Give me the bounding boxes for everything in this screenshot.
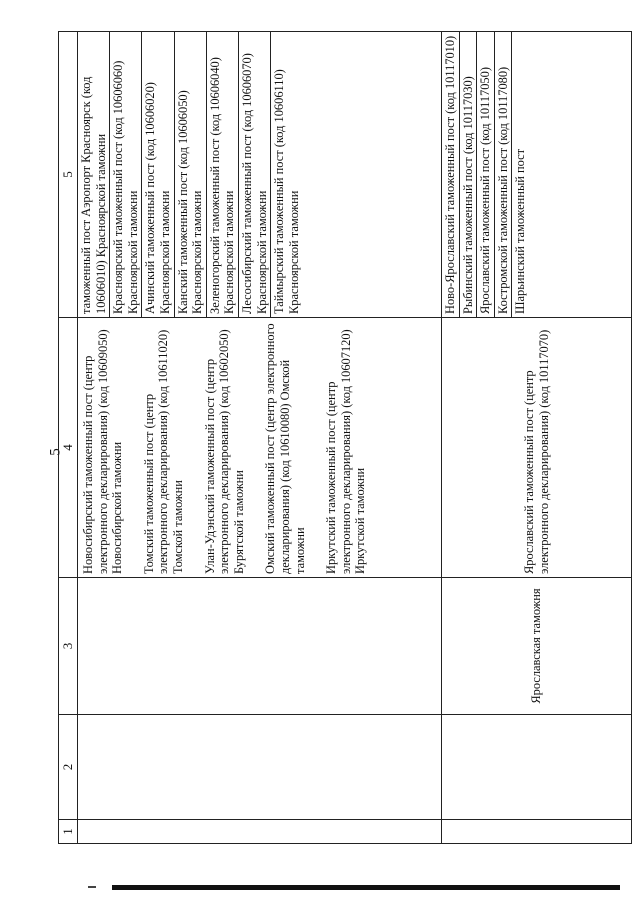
subpost: Ачинский таможенный пост (код 10606020) Красноярской таможни [141, 32, 173, 317]
table-cell [78, 715, 442, 820]
scan-edge-line [112, 885, 620, 890]
customs-post: Омский таможенный пост (центр электронного декларирования) (код 10610080) Омской таможни [263, 323, 307, 574]
table-cell [442, 715, 632, 820]
subpost: таможенный пост Аэропорт Красноярск (код 10606010) Красноярской таможни [79, 76, 108, 314]
page-number: 5 [47, 448, 64, 456]
subpost: Лесосибирский таможенный пост (код 10606070) Красноярской таможни [238, 32, 270, 317]
table-cell [442, 32, 632, 318]
table-cell [442, 820, 632, 844]
customs-post: Ярославский таможенный пост (центр электронного декларирования) (код 10117070) [442, 318, 632, 578]
subpost: Шарьинский таможенный пост [511, 32, 529, 317]
rotated-table-container [58, 32, 632, 844]
subpost: Зеленогорский таможенный пост (код 10606040) Красноярской таможни [206, 32, 238, 317]
subpost: Рыбинский таможенный пост (код 10117030) [459, 32, 477, 317]
table-row [78, 32, 442, 844]
table-cell [78, 32, 442, 318]
subpost: Ново-Ярославский таможенный пост (код 10117010) [443, 35, 457, 314]
customs-post: Новосибирский таможенный пост (центр электронного декларирования) (код 10609050) Новосибирской таможни [81, 329, 125, 574]
table-header-row [59, 32, 78, 844]
subpost: Канский таможенный пост (код 10606050) Красноярской таможни [174, 32, 206, 317]
customs-post: Томский таможенный пост (центр электронного декларирования) (код 10611020) Томской таможни [141, 329, 185, 574]
scan-mark [88, 886, 96, 888]
column-header: 2 [59, 715, 78, 820]
table-row [442, 32, 632, 844]
table-cell [78, 318, 442, 578]
customs-post: Улан-Удэнский таможенный пост (центр электронного декларирования) (код 10602050) Бурятской таможни [202, 329, 246, 574]
column-header: 1 [59, 820, 78, 844]
subpost: Таймырский таможенный пост (код 10606110) Красноярской таможни [270, 32, 302, 317]
table-cell [78, 578, 442, 715]
customs-post: Иркутский таможенный пост (центр электронного декларирования) (код 10607120) Иркутской таможни [324, 329, 368, 574]
column-header: 5 [59, 32, 78, 318]
subpost: Костромской таможенный пост (код 10117080) [494, 32, 512, 317]
table-cell [78, 820, 442, 844]
column-header: 4 [59, 318, 78, 578]
customs-name: Ярославская таможня [442, 578, 632, 715]
subpost: Красноярский таможенный пост (код 10606060) Красноярской таможни [109, 32, 141, 317]
column-header: 3 [59, 578, 78, 715]
subpost: Ярославский таможенный пост (код 10117050) [476, 32, 494, 317]
customs-table [58, 31, 632, 844]
